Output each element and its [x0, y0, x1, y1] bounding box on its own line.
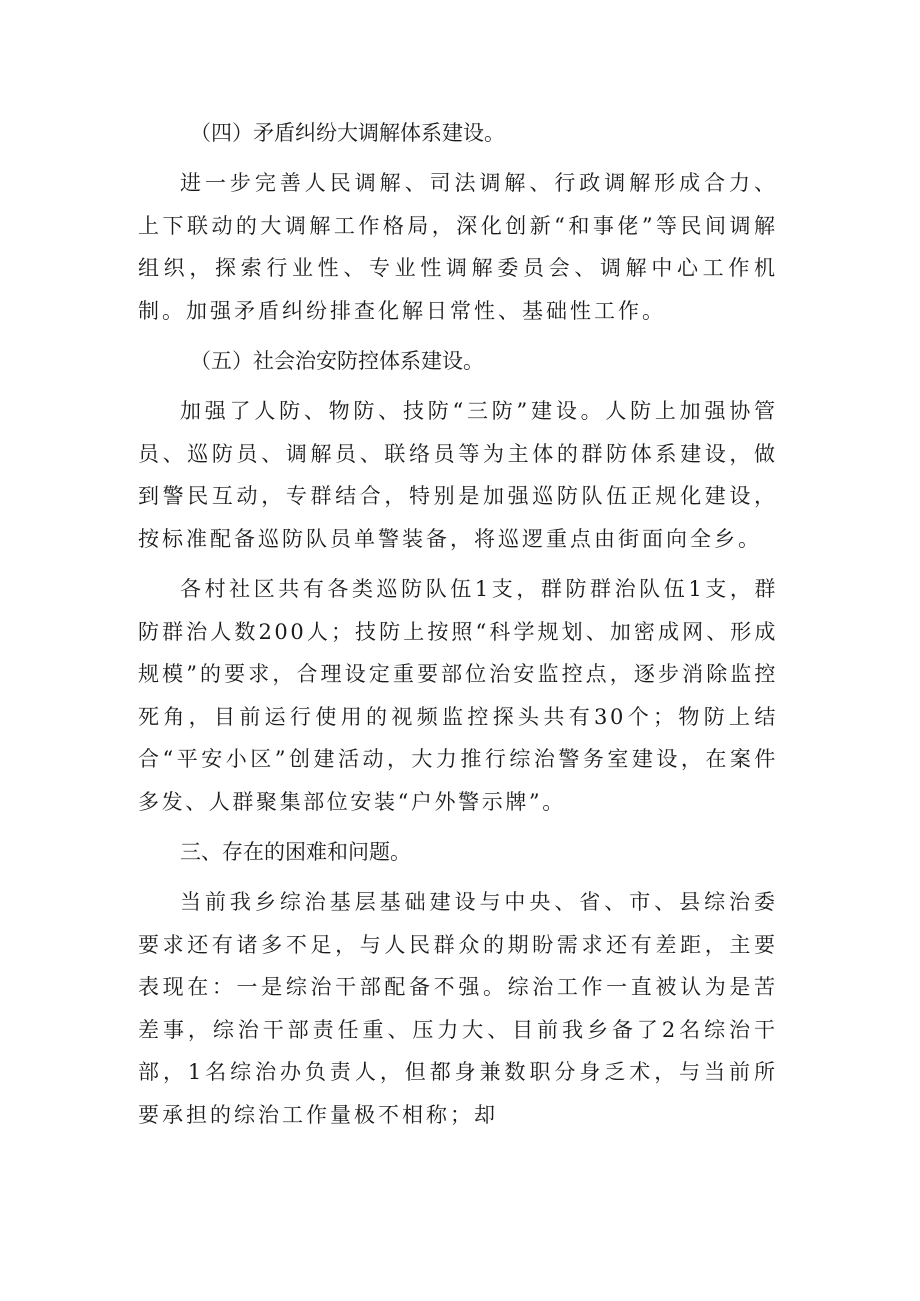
- document-body: [138, 112, 778, 1144]
- paragraph-problems: 当前我乡综治基层基础建设与中央、省、市、县综治委要求还有诸多不足，与人民群众的期盼需求还有差距，主要表现在：一是综治干部配备不强。综治工作一直被认为是苦差事，综治干部责任重、压力大、目前我乡备了2名综治干部，1名综治办负责人，但都身兼数职分身乏术，与当前所要承担的综治工作量极不相称；却: [138, 890, 778, 1127]
- paragraph-three-defenses: 加强了人防、物防、技防“三防”建设。人防上加强协管员、巡防员、调解员、联络员等为主体的群防体系建设，做到警民互动，专群结合，特别是加强巡防队伍正规化建设，按标准配备巡防队员单警装备，将巡逻重点由街面向全乡。: [138, 399, 778, 551]
- paragraph-patrol-teams: 各村社区共有各类巡防队伍1支，群防群治队伍1支，群防群治人数200人；技防上按照“科学规划、加密成网、形成规模”的要求，合理设定重要部位治安监控点，逐步消除监控死角，目前运行使用的视频监控探头共有30个；物防上结合“平安小区”创建活动，大力推行综治警务室建设，在案件多发、人群聚集部位安装“户外警示牌”。: [138, 577, 778, 814]
- section-heading-security: （五）社会治安防控体系建设。: [190, 349, 484, 373]
- section-heading-mediation: （四）矛盾纠纷大调解体系建设。: [190, 121, 505, 145]
- paragraph-mediation: 进一步完善人民调解、司法调解、行政调解形成合力、上下联动的大调解工作格局，深化创新“和事佬”等民间调解组织，探索行业性、专业性调解委员会、调解中心工作机制。加强矛盾纠纷排查化解日常性、基础性工作。: [138, 171, 778, 323]
- section-heading-problems: 三、存在的困难和问题。: [180, 840, 411, 864]
